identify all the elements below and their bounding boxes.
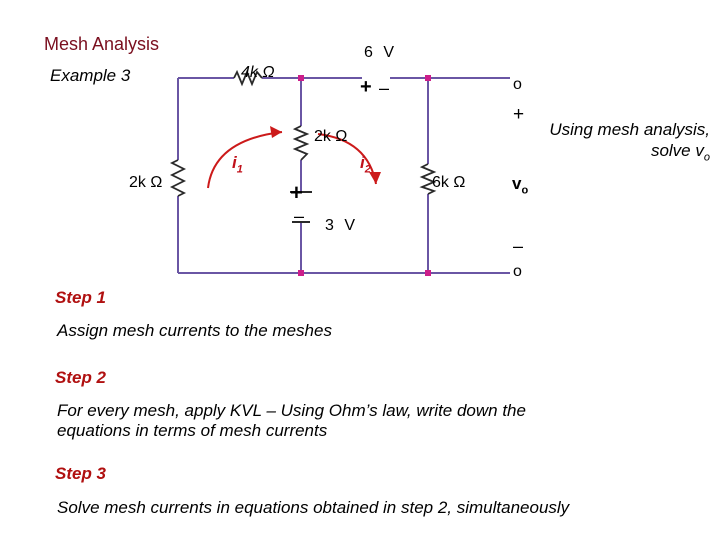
node-bottom-mid [298,270,304,276]
node-top-mid [298,75,304,81]
source-3v-plus: + [290,180,303,205]
node-top-right [425,75,431,81]
resistor-2k-left-label: 2k Ω [129,174,163,191]
step2-text: For every mesh, apply KVL – Using Ohm’s law, write down the equations in terms of mesh currents [57,401,526,440]
output-voltage-label: $v_o$ [512,174,529,197]
source-6v-minus: – [379,78,390,98]
problem-statement: Using mesh analysis, solve $v_o$ [549,120,710,164]
resistor-4k-label: 4k Ω [241,64,275,81]
resistor-2k-middle-label: 2k Ω [314,128,348,145]
source-6v-label: 6 V [364,44,398,61]
example-label: Example 3 [50,66,131,85]
source-3v-label: 3 V [325,217,359,234]
page-title: Mesh Analysis [44,34,160,54]
mesh1-label: $i_1$ [232,153,243,176]
step2-heading: Step 2 [55,368,107,387]
output-terminal-bottom: o [513,263,522,280]
mesh1-arrow-head [270,126,282,138]
step1-heading: Step 1 [55,288,107,307]
step3-heading: Step 3 [55,464,107,483]
mesh1-arrow [208,132,282,188]
source-6v-plus: + [360,76,372,98]
resistor-6k-label: 6k Ω [432,174,466,191]
resistor-2k-middle [295,126,307,160]
mesh2-label: $i_2$ [360,153,371,176]
node-bottom-right [425,270,431,276]
output-terminal-top: o [513,76,522,93]
source-3v-minus: – [294,206,305,226]
output-plus: + [513,104,525,125]
resistor-2k-left [172,160,184,196]
output-minus: – [513,236,524,256]
step3-text: Solve mesh currents in equations obtained in step 2, simultaneously [57,498,570,517]
step1-text: Assign mesh currents to the meshes [57,321,332,340]
